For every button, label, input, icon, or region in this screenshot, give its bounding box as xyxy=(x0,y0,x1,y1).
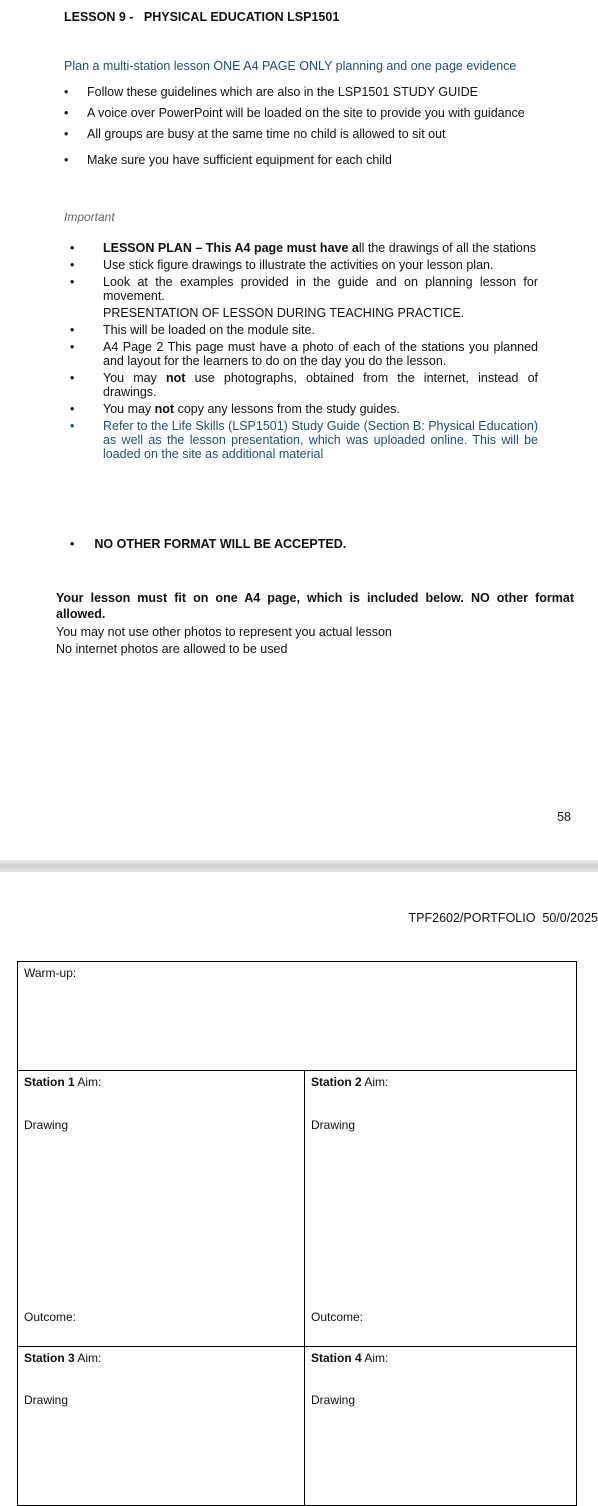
important-item-photos xyxy=(70,371,538,399)
station-2-drawing: Drawing xyxy=(311,1118,356,1132)
photos-post: use photographs, obtained from the internet, instead of drawings. xyxy=(103,371,539,399)
note-internet: No internet photos are allowed to be used xyxy=(56,642,288,656)
station-3-name: Station 3 xyxy=(24,1351,75,1365)
station-3-aim xyxy=(24,1351,101,1365)
station-2-cell xyxy=(304,1070,577,1347)
station-2-outcome: Outcome: xyxy=(311,1310,364,1324)
copy-pre: You may xyxy=(103,402,155,416)
important-item-stick-figures: • Use stick figure drawings to illustrate the activities on your lesson plan. xyxy=(70,258,538,272)
station-4-aim-label: Aim: xyxy=(361,1351,389,1365)
station-1-cell xyxy=(17,1070,305,1347)
no-other-format: • NO OTHER FORMAT WILL BE ACCEPTED. xyxy=(70,537,347,551)
important-item-loaded: • This will be loaded on the module site. xyxy=(70,323,538,337)
photos-pre: You may xyxy=(103,371,167,385)
station-3-aim-label: Aim: xyxy=(74,1351,102,1365)
guideline-item: • Follow these guidelines which are also in the LSP1501 STUDY GUIDE xyxy=(64,84,538,100)
guideline-item: • All groups are busy at the same time no child is allowed to sit out xyxy=(64,126,538,142)
station-2-name: Station 2 xyxy=(311,1075,362,1089)
photos-not: not xyxy=(166,371,186,385)
lesson-plan-rest: ll the drawings of all the stations xyxy=(358,241,537,255)
page-divider xyxy=(0,860,598,872)
important-label: Important xyxy=(64,210,115,224)
important-item-refer: • Refer to the Life Skills (LSP1501) Study Guide (Section B: Physical Education) as well as the lesson presentation, which was uploaded online. This will be loaded on the site as additional material xyxy=(70,419,538,461)
guidelines-list xyxy=(64,84,538,173)
copy-post: copy any lessons from the study guides. xyxy=(174,402,400,416)
station-1-drawing: Drawing xyxy=(24,1118,69,1132)
warmup-cell xyxy=(17,961,577,1071)
important-item-presentation: PRESENTATION OF LESSON DURING TEACHING PRACTICE. xyxy=(103,306,465,320)
station-2-aim xyxy=(311,1075,388,1089)
guideline-item: • Make sure you have sufficient equipment for each child xyxy=(64,152,538,168)
warmup-label: Warm-up: xyxy=(24,966,77,980)
station-1-outcome: Outcome: xyxy=(24,1310,77,1324)
important-item-lesson-plan xyxy=(70,241,538,255)
station-2-aim-label: Aim: xyxy=(361,1075,389,1089)
station-3-cell xyxy=(17,1346,305,1506)
important-item-examples: • Look at the examples provided in the guide and on planning lesson for movement. xyxy=(70,275,538,303)
no-other-format-text: NO OTHER FORMAT WILL BE ACCEPTED. xyxy=(94,537,347,551)
page-header: TPF2602/PORTFOLIO 50/0/2025 xyxy=(408,911,598,925)
station-4-name: Station 4 xyxy=(311,1351,362,1365)
important-list xyxy=(70,241,538,464)
important-item-copy xyxy=(70,402,538,416)
station-1-aim-label: Aim: xyxy=(74,1075,102,1089)
station-4-drawing: Drawing xyxy=(311,1393,356,1407)
station-4-aim xyxy=(311,1351,388,1365)
station-1-aim xyxy=(24,1075,101,1089)
page-number: 58 xyxy=(557,810,571,824)
lesson-intro: Plan a multi-station lesson ONE A4 PAGE ONLY planning and one page evidence xyxy=(64,59,517,73)
station-3-drawing: Drawing xyxy=(24,1393,69,1407)
note-photos: You may not use other photos to represent you actual lesson xyxy=(56,625,392,639)
important-item-page2: • A4 Page 2 This page must have a photo of each of the stations you planned and layout for the learners to do on the day you do the lesson. xyxy=(70,340,538,368)
lesson-plan-bold: LESSON PLAN – This A4 page must have a xyxy=(103,241,359,255)
copy-not: not xyxy=(154,402,175,416)
guideline-item: • A voice over PowerPoint will be loaded on the site to provide you with guidance xyxy=(64,105,538,121)
station-4-cell xyxy=(304,1346,577,1506)
must-fit-notice: Your lesson must fit on one A4 page, which is included below. NO other format allowed. xyxy=(56,591,574,621)
station-1-name: Station 1 xyxy=(24,1075,75,1089)
lesson-title: LESSON 9 - PHYSICAL EDUCATION LSP1501 xyxy=(64,10,340,24)
